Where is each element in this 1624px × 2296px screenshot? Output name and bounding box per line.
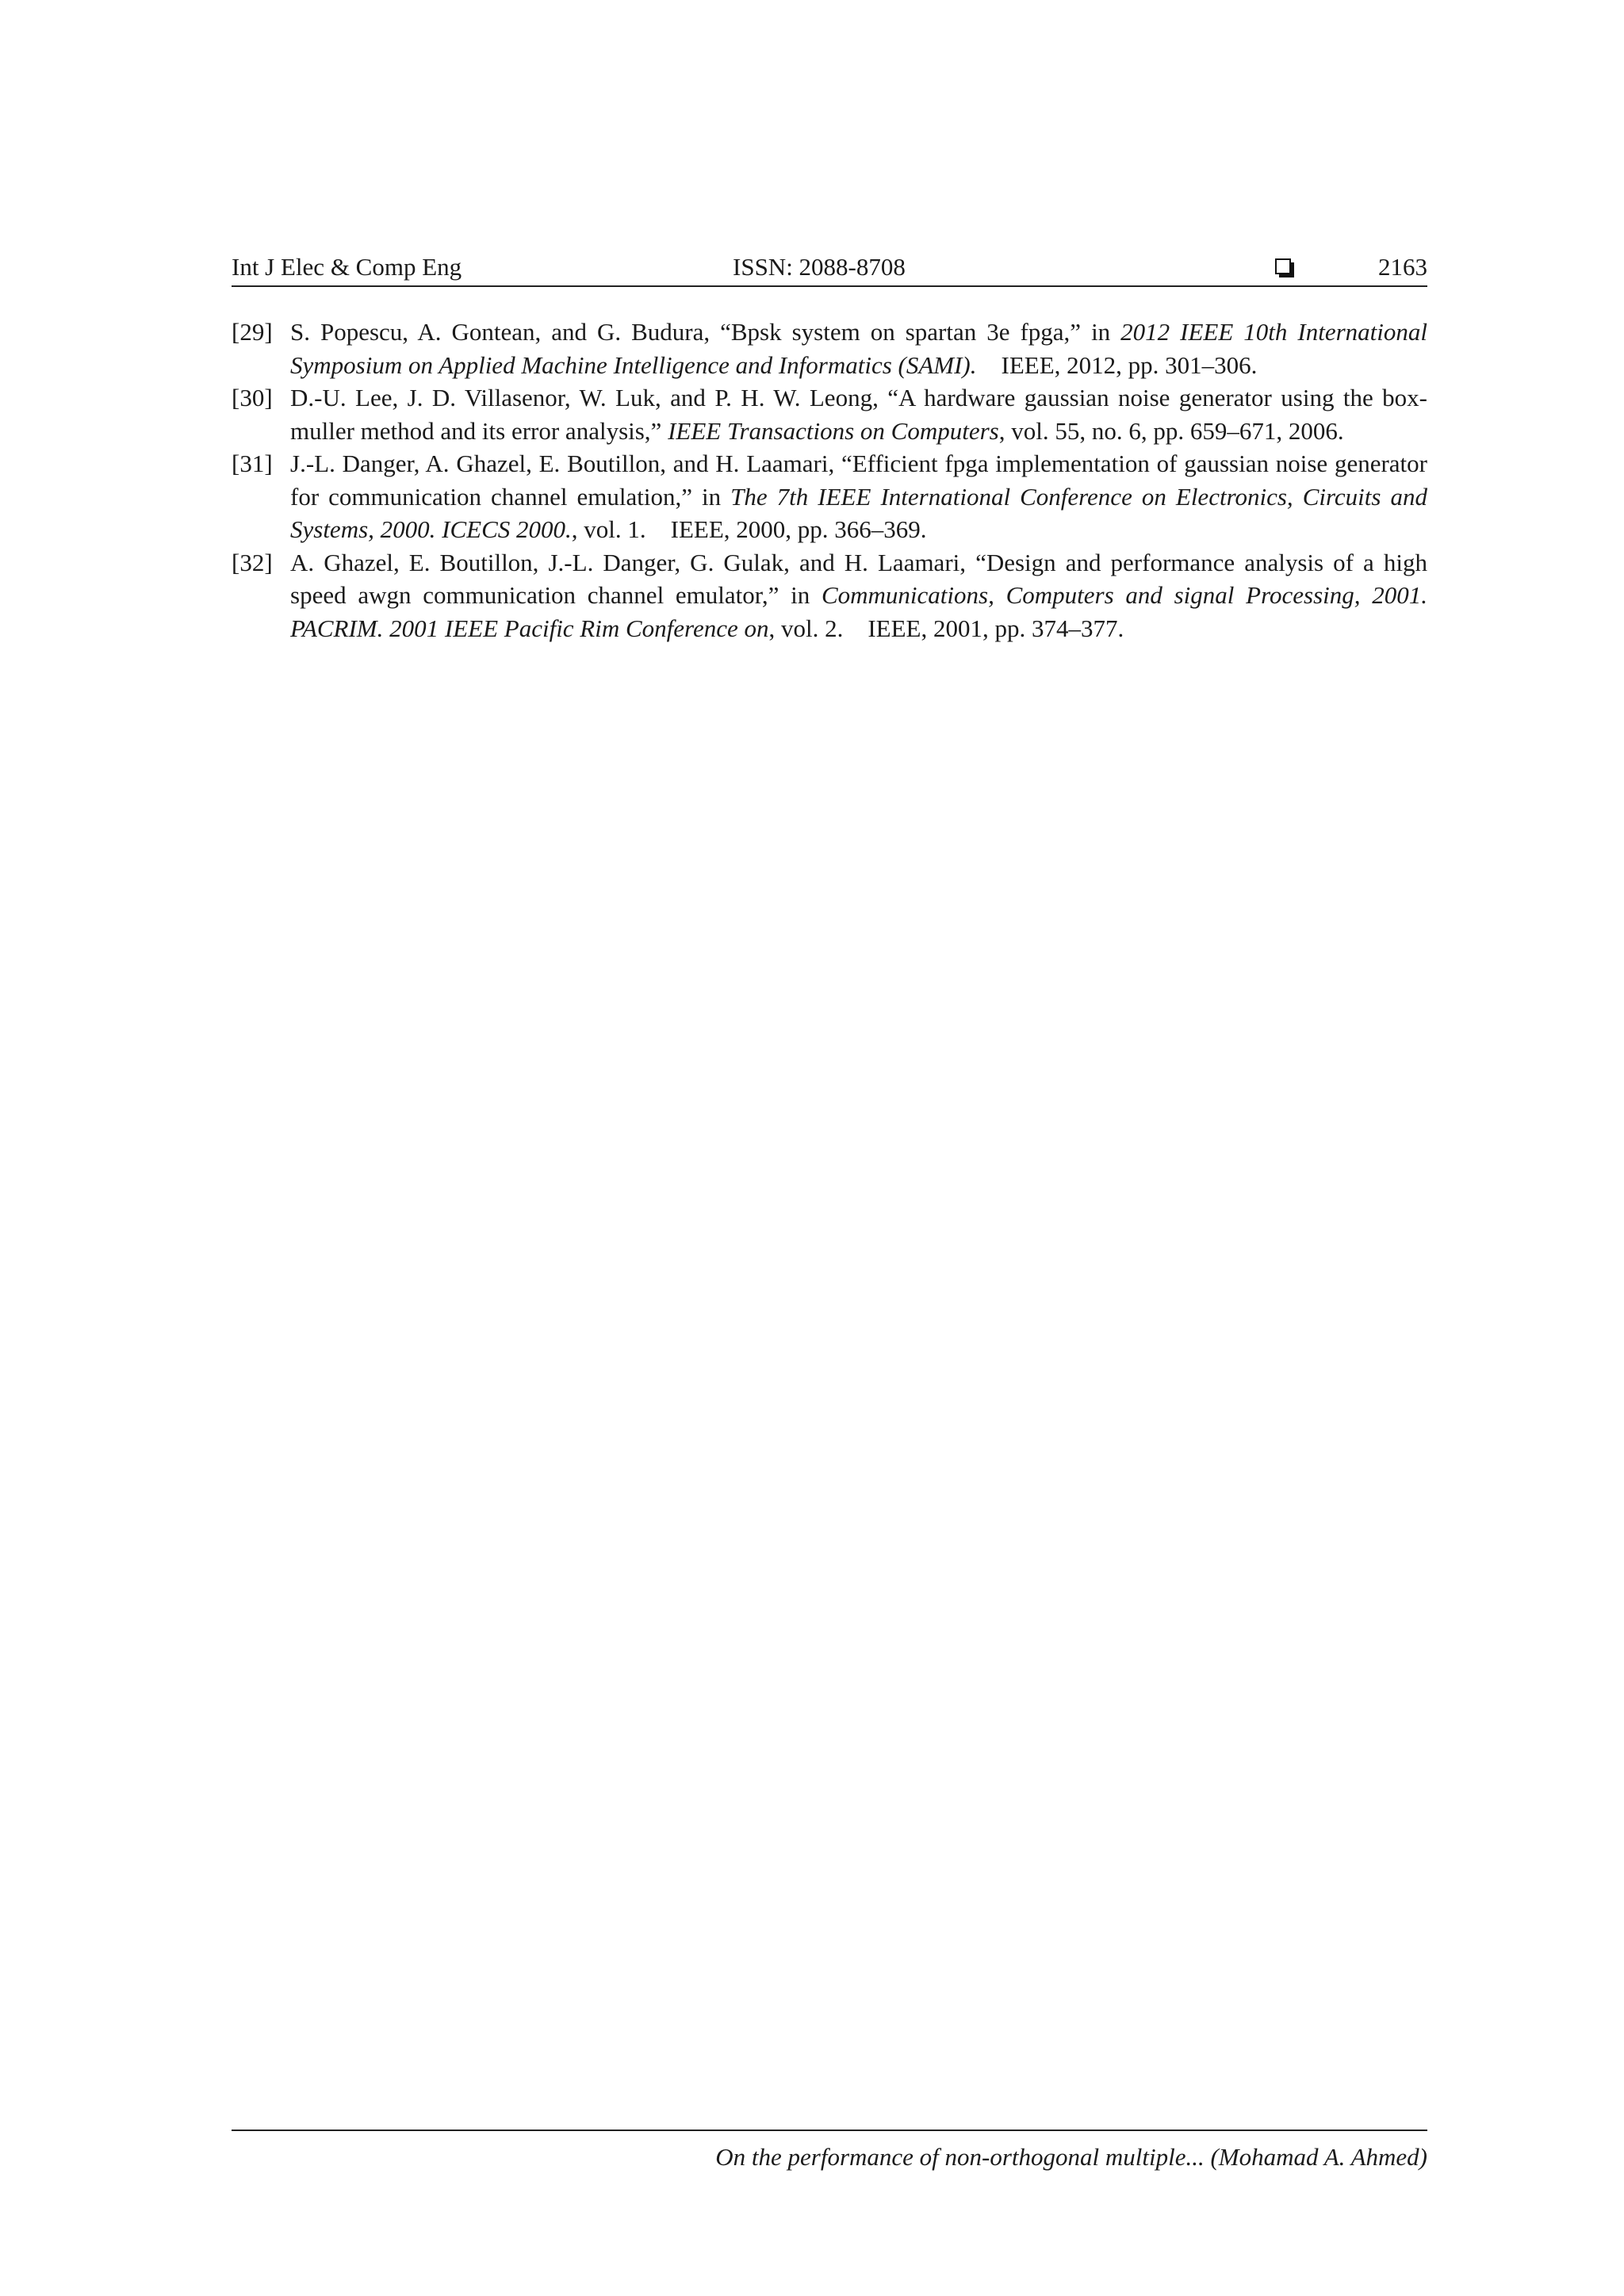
reference-number: [30]: [232, 384, 273, 411]
reference-details: IEEE, 2012, pp. 301–306.: [976, 350, 1258, 379]
journal-name: Int J Elec & Comp Eng: [232, 253, 462, 281]
issn: ISSN: 2088-8708: [733, 253, 906, 281]
reference-venue: Communications, Computers and signal Processing, 2001. PACRIM. 2001 IEEE Pacific Rim Conference on: [290, 581, 1427, 642]
reference-number: [31]: [232, 450, 273, 477]
reference-list: [232, 316, 1427, 645]
reference-venue: 2012 IEEE 10th International Symposium on Applied Machine Intelligence and Informatics (SAMI).: [290, 318, 1427, 379]
square-icon: [1275, 258, 1291, 274]
reference-item: [232, 546, 1427, 645]
reference-text: [290, 447, 1427, 546]
reference-authors: D.-U. Lee, J. D. Villasenor, W. Luk, and P. H. W. Leong, “A hardware gaussian noise generator using the box-muller method and its error analysis,”: [290, 384, 1427, 445]
reference-details: , vol. 2. IEEE, 2001, pp. 374–377.: [768, 614, 1124, 642]
reference-authors: S. Popescu, A. Gontean, and G. Budura, “Bpsk system on spartan 3e fpga,” in: [290, 318, 1121, 346]
page-number: 2163: [1378, 253, 1427, 281]
reference-number: [32]: [232, 548, 273, 576]
reference-details: , vol. 55, no. 6, pp. 659–671, 2006.: [998, 416, 1344, 445]
reference-authors: J.-L. Danger, A. Ghazel, E. Boutillon, and H. Laamari, “Efficient fpga implementation of gaussian noise generator for communication channel emulation,” in: [290, 450, 1427, 511]
running-footer: [232, 2130, 1427, 2174]
reference-item: [232, 381, 1427, 447]
running-header: [232, 249, 1427, 287]
reference-authors: A. Ghazel, E. Boutillon, J.-L. Danger, G. Gulak, and H. Laamari, “Design and performance analysis of a high speed awgn communication channel emulator,” in: [290, 548, 1427, 609]
reference-item: [232, 316, 1427, 381]
reference-text: [290, 316, 1427, 381]
reference-number: [29]: [232, 318, 273, 346]
footer-title: On the performance of non-orthogonal multiple... (Mohamad A. Ahmed): [715, 2143, 1427, 2171]
reference-venue: IEEE Transactions on Computers: [668, 416, 999, 445]
reference-item: [232, 447, 1427, 546]
reference-venue: The 7th IEEE International Conference on Electronics, Circuits and Systems, 2000. ICECS 2000.: [290, 482, 1427, 543]
reference-text: [290, 546, 1427, 645]
reference-details: , vol. 1. IEEE, 2000, pp. 366–369.: [571, 515, 927, 543]
reference-text: [290, 381, 1427, 447]
